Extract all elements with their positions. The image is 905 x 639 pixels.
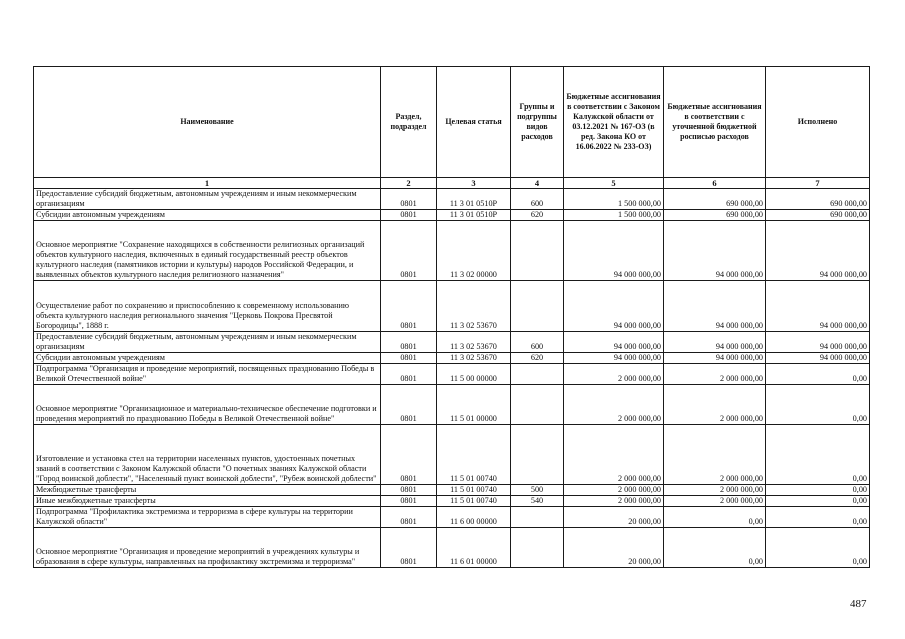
row-section: 0801 bbox=[381, 189, 437, 210]
row-executed: 690 000,00 bbox=[766, 210, 870, 221]
table-row bbox=[34, 496, 870, 507]
row-law-allocation: 2 000 000,00 bbox=[564, 425, 664, 485]
table-row bbox=[34, 353, 870, 364]
row-executed: 0,00 bbox=[766, 528, 870, 568]
header-row bbox=[34, 67, 870, 178]
row-target-article: 11 5 01 00740 bbox=[437, 425, 511, 485]
row-executed: 0,00 bbox=[766, 485, 870, 496]
table-row bbox=[34, 364, 870, 385]
row-section: 0801 bbox=[381, 485, 437, 496]
row-target-article: 11 5 01 00740 bbox=[437, 485, 511, 496]
row-target-article: 11 5 00 00000 bbox=[437, 364, 511, 385]
row-section: 0801 bbox=[381, 210, 437, 221]
row-plan-allocation: 2 000 000,00 bbox=[664, 425, 766, 485]
row-law-allocation: 2 000 000,00 bbox=[564, 496, 664, 507]
row-law-allocation: 20 000,00 bbox=[564, 528, 664, 568]
row-expense-group: 500 bbox=[511, 485, 564, 496]
column-number: 5 bbox=[564, 178, 664, 189]
row-name: Основное мероприятие "Организационное и материально-техническое обеспечение подготовки и проведения мероприятий по празднованию Победы в Великой Отечественной войне" bbox=[34, 385, 381, 425]
column-number: 6 bbox=[664, 178, 766, 189]
row-section: 0801 bbox=[381, 281, 437, 332]
row-executed: 0,00 bbox=[766, 385, 870, 425]
column-number: 7 bbox=[766, 178, 870, 189]
row-expense-group bbox=[511, 221, 564, 281]
header-law-allocation: Бюджетные ассигнования в соответствии с Законом Калужской области от 03.12.2021 № 167-ОЗ (в ред. Закона КО от 16.06.2022 № 233-ОЗ) bbox=[564, 67, 664, 178]
row-executed: 0,00 bbox=[766, 507, 870, 528]
row-executed: 94 000 000,00 bbox=[766, 353, 870, 364]
header-target-article: Целевая статья bbox=[437, 67, 511, 178]
row-law-allocation: 20 000,00 bbox=[564, 507, 664, 528]
row-plan-allocation: 690 000,00 bbox=[664, 189, 766, 210]
page-number: 487 bbox=[850, 598, 867, 610]
row-plan-allocation: 2 000 000,00 bbox=[664, 485, 766, 496]
row-executed: 690 000,00 bbox=[766, 189, 870, 210]
table-row bbox=[34, 385, 870, 425]
header-expense-group: Группы и подгруппы видов расходов bbox=[511, 67, 564, 178]
row-section: 0801 bbox=[381, 364, 437, 385]
row-section: 0801 bbox=[381, 507, 437, 528]
row-executed: 0,00 bbox=[766, 364, 870, 385]
header-plan-allocation: Бюджетные ассигнования в соответствии с уточненной бюджетной росписью расходов bbox=[664, 67, 766, 178]
row-name: Иные межбюджетные трансферты bbox=[34, 496, 381, 507]
row-name: Подпрограмма "Профилактика экстремизма и терроризма в сфере культуры на территории Калужской области" bbox=[34, 507, 381, 528]
header-section: Раздел, подраздел bbox=[381, 67, 437, 178]
row-executed: 0,00 bbox=[766, 425, 870, 485]
row-expense-group bbox=[511, 425, 564, 485]
row-plan-allocation: 94 000 000,00 bbox=[664, 353, 766, 364]
row-law-allocation: 94 000 000,00 bbox=[564, 221, 664, 281]
column-number: 2 bbox=[381, 178, 437, 189]
row-name: Предоставление субсидий бюджетным, автономным учреждениям и иным некоммерческим организациям bbox=[34, 189, 381, 210]
row-executed: 0,00 bbox=[766, 496, 870, 507]
row-section: 0801 bbox=[381, 221, 437, 281]
row-section: 0801 bbox=[381, 528, 437, 568]
row-target-article: 11 3 02 00000 bbox=[437, 221, 511, 281]
row-plan-allocation: 94 000 000,00 bbox=[664, 332, 766, 353]
row-target-article: 11 3 02 53670 bbox=[437, 281, 511, 332]
row-plan-allocation: 690 000,00 bbox=[664, 210, 766, 221]
row-name: Основное мероприятие "Организация и проведение мероприятий в учреждениях культуры и образования в сфере культуры, направленных на профилактику экстремизма и терроризма" bbox=[34, 528, 381, 568]
row-name: Субсидии автономным учреждениям bbox=[34, 353, 381, 364]
table-row bbox=[34, 221, 870, 281]
column-number: 1 bbox=[34, 178, 381, 189]
table-row bbox=[34, 332, 870, 353]
row-plan-allocation: 94 000 000,00 bbox=[664, 221, 766, 281]
row-name: Межбюджетные трансферты bbox=[34, 485, 381, 496]
row-target-article: 11 3 02 53670 bbox=[437, 332, 511, 353]
table-row bbox=[34, 425, 870, 485]
row-target-article: 11 6 01 00000 bbox=[437, 528, 511, 568]
row-expense-group: 600 bbox=[511, 189, 564, 210]
row-executed: 94 000 000,00 bbox=[766, 221, 870, 281]
row-target-article: 11 5 01 00000 bbox=[437, 385, 511, 425]
row-plan-allocation: 2 000 000,00 bbox=[664, 385, 766, 425]
row-expense-group: 540 bbox=[511, 496, 564, 507]
table-row bbox=[34, 281, 870, 332]
row-section: 0801 bbox=[381, 353, 437, 364]
table-row bbox=[34, 528, 870, 568]
column-number: 3 bbox=[437, 178, 511, 189]
row-expense-group: 620 bbox=[511, 210, 564, 221]
row-expense-group bbox=[511, 364, 564, 385]
row-expense-group: 600 bbox=[511, 332, 564, 353]
row-law-allocation: 2 000 000,00 bbox=[564, 364, 664, 385]
column-number-row bbox=[34, 178, 870, 189]
row-law-allocation: 1 500 000,00 bbox=[564, 210, 664, 221]
row-name: Субсидии автономным учреждениям bbox=[34, 210, 381, 221]
row-law-allocation: 94 000 000,00 bbox=[564, 332, 664, 353]
row-law-allocation: 94 000 000,00 bbox=[564, 353, 664, 364]
row-law-allocation: 2 000 000,00 bbox=[564, 385, 664, 425]
table-row bbox=[34, 189, 870, 210]
row-name: Основное мероприятие "Сохранение находящихся в собственности религиозных организаций объектов культурного наследия, включенных в единый государственный реестр объектов культурного наследия (памятников истории и культуры) народов Российской Федерации, и выявленных объектов культурного наследия религиозного назначения" bbox=[34, 221, 381, 281]
row-law-allocation: 2 000 000,00 bbox=[564, 485, 664, 496]
table-row bbox=[34, 485, 870, 496]
row-target-article: 11 5 01 00740 bbox=[437, 496, 511, 507]
row-target-article: 11 6 00 00000 bbox=[437, 507, 511, 528]
row-expense-group bbox=[511, 507, 564, 528]
table-row bbox=[34, 210, 870, 221]
table-row bbox=[34, 507, 870, 528]
row-section: 0801 bbox=[381, 425, 437, 485]
header-name: Наименование bbox=[34, 67, 381, 178]
row-target-article: 11 3 01 0510P bbox=[437, 189, 511, 210]
header-executed: Исполнено bbox=[766, 67, 870, 178]
row-expense-group bbox=[511, 528, 564, 568]
row-name: Осуществление работ по сохранению и приспособлению к современному использованию объекта культурного наследия регионального значения "Церковь Покрова Пресвятой Богородицы", 1888 г. bbox=[34, 281, 381, 332]
row-executed: 94 000 000,00 bbox=[766, 332, 870, 353]
row-target-article: 11 3 01 0510P bbox=[437, 210, 511, 221]
row-target-article: 11 3 02 53670 bbox=[437, 353, 511, 364]
row-plan-allocation: 2 000 000,00 bbox=[664, 496, 766, 507]
row-section: 0801 bbox=[381, 385, 437, 425]
row-section: 0801 bbox=[381, 496, 437, 507]
row-name: Предоставление субсидий бюджетным, автономным учреждениям и иным некоммерческим организациям bbox=[34, 332, 381, 353]
row-plan-allocation: 0,00 bbox=[664, 528, 766, 568]
row-expense-group: 620 bbox=[511, 353, 564, 364]
row-expense-group bbox=[511, 385, 564, 425]
row-law-allocation: 1 500 000,00 bbox=[564, 189, 664, 210]
row-name: Изготовление и установка стел на территории населенных пунктов, удостоенных почетных званий в соответствии с Законом Калужской области "О почетных званиях Калужской области "Город воинской доблести", "Населенный пункт воинской доблести", "Рубеж воинской доблести" bbox=[34, 425, 381, 485]
row-expense-group bbox=[511, 281, 564, 332]
row-plan-allocation: 94 000 000,00 bbox=[664, 281, 766, 332]
row-plan-allocation: 2 000 000,00 bbox=[664, 364, 766, 385]
row-law-allocation: 94 000 000,00 bbox=[564, 281, 664, 332]
row-plan-allocation: 0,00 bbox=[664, 507, 766, 528]
row-section: 0801 bbox=[381, 332, 437, 353]
row-executed: 94 000 000,00 bbox=[766, 281, 870, 332]
row-name: Подпрограмма "Организация и проведение мероприятий, посвященных празднованию Победы в Великой Отечественной войне" bbox=[34, 364, 381, 385]
column-number: 4 bbox=[511, 178, 564, 189]
budget-table bbox=[33, 66, 870, 568]
